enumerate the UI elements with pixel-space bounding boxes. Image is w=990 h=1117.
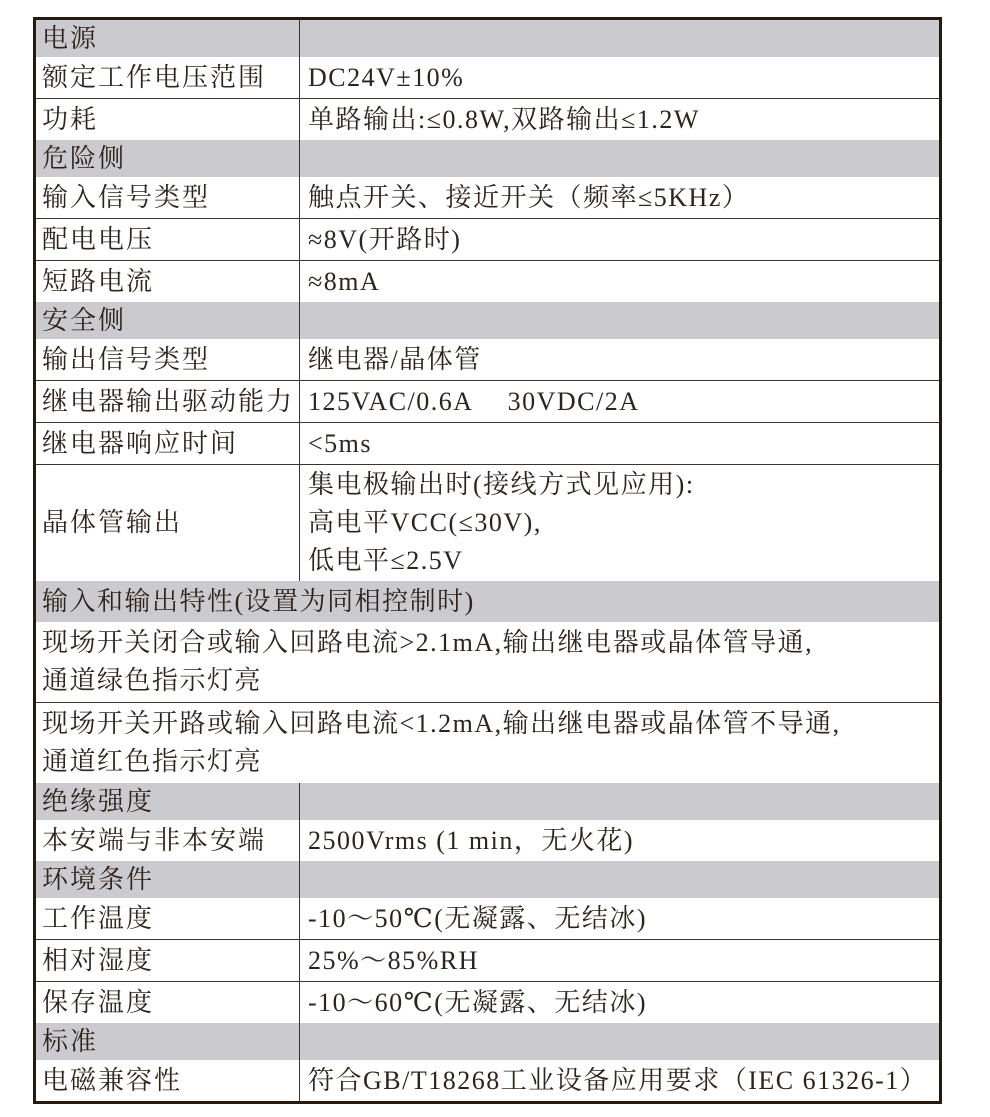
section-empty-cell	[300, 302, 939, 339]
note-row-switch-open	[36, 702, 939, 783]
spec-row-input-signal-type	[36, 177, 939, 218]
spec-label: 输入信号类型	[36, 177, 300, 218]
section-empty-cell	[300, 140, 939, 177]
section-row-environmental-conditions	[36, 861, 939, 898]
spec-value: ≈8mA	[308, 266, 381, 296]
spec-value: <5ms	[308, 428, 373, 458]
spec-value-line: 低电平≤2.5V	[308, 546, 464, 575]
spec-value: -10～50℃(无凝露、无结冰)	[308, 903, 648, 933]
spec-row-power-consumption	[36, 98, 939, 140]
spec-row-emc	[36, 1060, 939, 1101]
spec-label: 本安端与非本安端	[36, 820, 300, 861]
spec-row-is-to-non-is	[36, 820, 939, 861]
note-line: 通道绿色指示灯亮	[42, 666, 263, 695]
section-row-power	[36, 20, 939, 57]
spec-value-line: 高电平VCC(≤30V),	[308, 508, 542, 537]
spec-label: 相对湿度	[36, 940, 300, 981]
spec-value: 125VAC/0.6A 30VDC/2A	[308, 386, 640, 416]
section-empty-cell	[300, 1023, 939, 1060]
spec-value: 2500Vrms (1 min，无火花)	[308, 825, 634, 855]
spec-row-transistor-output	[36, 464, 939, 581]
note-line: 现场开关开路或输入回路电流<1.2mA,输出继电器或晶体管不导通,	[42, 709, 841, 738]
section-title: 电源	[36, 20, 300, 57]
spec-label: 保存温度	[36, 982, 300, 1023]
section-title: 环境条件	[36, 861, 300, 898]
spec-label: 输出信号类型	[36, 339, 300, 380]
specification-table	[33, 17, 942, 1104]
spec-label: 工作温度	[36, 898, 300, 939]
spec-value: ≈8V(开路时)	[308, 224, 462, 254]
spec-value: 符合GB/T18268工业设备应用要求（IEC 61326-1）	[308, 1065, 928, 1095]
section-title: 危险侧	[36, 140, 300, 177]
spec-value: DC24V±10%	[308, 62, 465, 92]
section-empty-cell	[300, 783, 939, 820]
spec-row-relay-response-time	[36, 422, 939, 464]
spec-value: 单路输出:≤0.8W,双路输出≤1.2W	[308, 104, 700, 134]
spec-label: 配电电压	[36, 219, 300, 260]
spec-value: 继电器/晶体管	[308, 344, 482, 374]
section-row-standards	[36, 1023, 939, 1060]
spec-row-operating-temperature	[36, 898, 939, 939]
section-empty-cell	[300, 861, 939, 898]
spec-value: -10～60℃(无凝露、无结冰)	[308, 987, 648, 1017]
spec-row-relay-drive-capability	[36, 380, 939, 422]
spec-row-storage-temperature	[36, 981, 939, 1023]
spec-row-short-circuit-current	[36, 260, 939, 302]
section-title: 输入和输出特性(设置为同相控制时)	[42, 587, 475, 616]
spec-label: 晶体管输出	[36, 465, 300, 581]
section-title: 绝缘强度	[36, 783, 300, 820]
section-title: 标准	[36, 1023, 300, 1060]
section-row-io-characteristics	[36, 581, 939, 622]
spec-label: 电磁兼容性	[36, 1060, 300, 1101]
spec-value-multiline	[300, 465, 939, 581]
section-row-insulation-strength	[36, 783, 939, 820]
section-empty-cell	[300, 20, 939, 57]
spec-label: 短路电流	[36, 261, 300, 302]
spec-label: 继电器响应时间	[36, 423, 300, 464]
spec-row-relative-humidity	[36, 939, 939, 981]
note-text	[36, 622, 939, 702]
spec-value: 触点开关、接近开关（频率≤5KHz）	[308, 182, 750, 212]
section-row-hazardous-side	[36, 140, 939, 177]
spec-label: 继电器输出驱动能力	[36, 381, 300, 422]
note-row-switch-closed	[36, 622, 939, 702]
section-row-safe-side	[36, 302, 939, 339]
spec-label: 功耗	[36, 99, 300, 140]
spec-row-output-signal-type	[36, 339, 939, 380]
spec-value: 25%～85%RH	[308, 945, 479, 975]
spec-row-rated-voltage	[36, 57, 939, 98]
spec-value-line: 集电极输出时(接线方式见应用):	[308, 470, 695, 499]
spec-row-distribution-voltage	[36, 218, 939, 260]
note-line: 通道红色指示灯亮	[42, 747, 263, 776]
note-text	[36, 703, 939, 783]
spec-label: 额定工作电压范围	[36, 57, 300, 98]
section-title: 安全侧	[36, 302, 300, 339]
note-line: 现场开关闭合或输入回路电流>2.1mA,输出继电器或晶体管导通,	[42, 628, 814, 657]
